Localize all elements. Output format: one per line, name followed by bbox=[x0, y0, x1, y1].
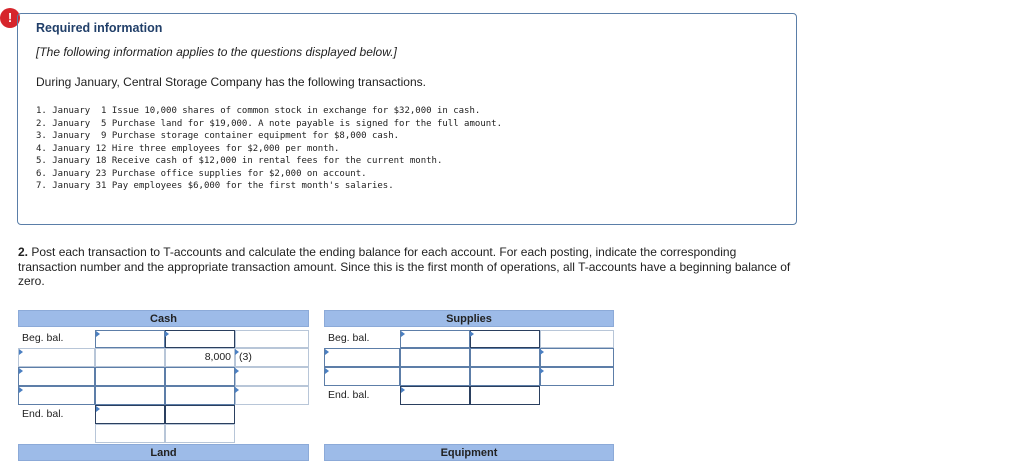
cash-credit-ref-input[interactable] bbox=[235, 367, 309, 386]
t-account-title-land: Land bbox=[18, 444, 309, 461]
transaction-item: 6. January 23 Purchase office supplies for $2,000 on account. bbox=[36, 168, 367, 179]
cash-extra-input[interactable] bbox=[95, 424, 165, 443]
transaction-item: 2. January 5 Purchase land for $19,000. A note payable is signed for the full amount. bbox=[36, 118, 502, 129]
dropdown-marker-icon bbox=[470, 331, 474, 337]
cash-end-bal-label: End. bal. bbox=[22, 408, 64, 420]
cash-debit-amount-input[interactable] bbox=[95, 386, 165, 405]
supplies-debit-amount-input[interactable] bbox=[400, 348, 470, 367]
supplies-credit-amount-input[interactable] bbox=[470, 348, 540, 367]
cash-extra-input[interactable] bbox=[165, 424, 235, 443]
t-account-cash bbox=[18, 310, 309, 459]
supplies-beg-bal-label: Beg. bal. bbox=[328, 332, 370, 344]
cash-beg-bal-label: Beg. bal. bbox=[22, 332, 64, 344]
supplies-debit-ref-input[interactable] bbox=[324, 367, 400, 386]
dropdown-marker-icon bbox=[401, 387, 405, 393]
question-number: 2. bbox=[18, 245, 29, 259]
cash-credit-ref-input[interactable] bbox=[165, 330, 235, 348]
dropdown-marker-icon bbox=[96, 406, 100, 412]
required-info-title: Required information bbox=[36, 21, 163, 35]
dropdown-marker-icon bbox=[19, 368, 23, 374]
cash-end-bal-credit-input[interactable] bbox=[165, 405, 235, 424]
supplies-end-bal-label: End. bal. bbox=[328, 389, 370, 401]
supplies-credit-ref-input[interactable] bbox=[540, 367, 614, 386]
cash-end-bal-input[interactable] bbox=[95, 405, 165, 424]
dropdown-marker-icon bbox=[235, 387, 239, 393]
dropdown-marker-icon bbox=[19, 349, 23, 355]
dropdown-marker-icon bbox=[401, 331, 405, 337]
transaction-item: 4. January 12 Hire three employees for $2,000 per month. bbox=[36, 143, 340, 154]
dropdown-marker-icon bbox=[540, 368, 544, 374]
cash-debit-amount-input[interactable] bbox=[95, 367, 165, 386]
question-body: Post each transaction to T-accounts and calculate the ending balance for each account. For each posting, indicate the corresponding transaction number and the appropriate transaction amount. Since this is the first month of operations, all T-accounts have a beginning balance of zero. bbox=[18, 245, 791, 288]
cash-debit-amount-input[interactable] bbox=[95, 348, 165, 367]
supplies-debit-ref-input[interactable] bbox=[324, 348, 400, 367]
cash-credit-ref-value[interactable]: (3) bbox=[235, 348, 309, 367]
dropdown-marker-icon bbox=[325, 349, 329, 355]
t-account-title-cash: Cash bbox=[18, 310, 309, 327]
dropdown-marker-icon bbox=[540, 349, 544, 355]
supplies-credit-ref-input[interactable] bbox=[470, 330, 540, 348]
supplies-end-bal-input[interactable] bbox=[400, 386, 470, 405]
transaction-list bbox=[36, 105, 502, 193]
supplies-debit-amount-input[interactable] bbox=[400, 367, 470, 386]
cash-debit-amount-input[interactable] bbox=[95, 330, 165, 348]
transaction-item: 3. January 9 Purchase storage container equipment for $8,000 cash. bbox=[36, 131, 400, 141]
t-account-supplies bbox=[324, 310, 614, 410]
supplies-debit-amount-input[interactable] bbox=[400, 330, 470, 348]
supplies-credit-amount-input[interactable] bbox=[540, 330, 614, 348]
cash-credit-amount-input[interactable] bbox=[235, 330, 309, 348]
alert-icon: ! bbox=[0, 8, 20, 28]
dropdown-marker-icon bbox=[235, 368, 239, 374]
required-info-note: [The following information applies to the questions displayed below.] bbox=[36, 45, 397, 59]
dropdown-marker-icon bbox=[325, 368, 329, 374]
dropdown-marker-icon bbox=[96, 331, 100, 337]
dropdown-marker-icon bbox=[165, 331, 169, 337]
supplies-credit-ref-input[interactable] bbox=[540, 348, 614, 367]
cash-credit-amount-value[interactable]: 8,000 bbox=[165, 348, 235, 367]
transaction-item: 1. January 1 Issue 10,000 shares of common stock in exchange for $32,000 in cash. bbox=[36, 106, 481, 116]
transaction-item: 7. January 31 Pay employees $6,000 for the first month's salaries. bbox=[36, 181, 394, 191]
dropdown-marker-icon bbox=[235, 349, 239, 355]
cash-debit-ref-input[interactable] bbox=[18, 367, 95, 386]
cash-debit-ref-input[interactable] bbox=[18, 348, 95, 367]
t-account-title-supplies: Supplies bbox=[324, 310, 614, 327]
supplies-end-bal-credit-input[interactable] bbox=[470, 386, 540, 405]
required-info-intro: During January, Central Storage Company has the following transactions. bbox=[36, 75, 426, 89]
supplies-credit-amount-input[interactable] bbox=[470, 367, 540, 386]
dropdown-marker-icon bbox=[19, 387, 23, 393]
cash-credit-ref-input[interactable] bbox=[235, 386, 309, 405]
cash-credit-amount-input[interactable] bbox=[165, 367, 235, 386]
cash-credit-amount-input[interactable] bbox=[165, 386, 235, 405]
question-text bbox=[18, 245, 798, 289]
t-account-title-equipment: Equipment bbox=[324, 444, 614, 461]
transaction-item: 5. January 18 Receive cash of $12,000 in rental fees for the current month. bbox=[36, 156, 443, 166]
cash-debit-ref-input[interactable] bbox=[18, 386, 95, 405]
